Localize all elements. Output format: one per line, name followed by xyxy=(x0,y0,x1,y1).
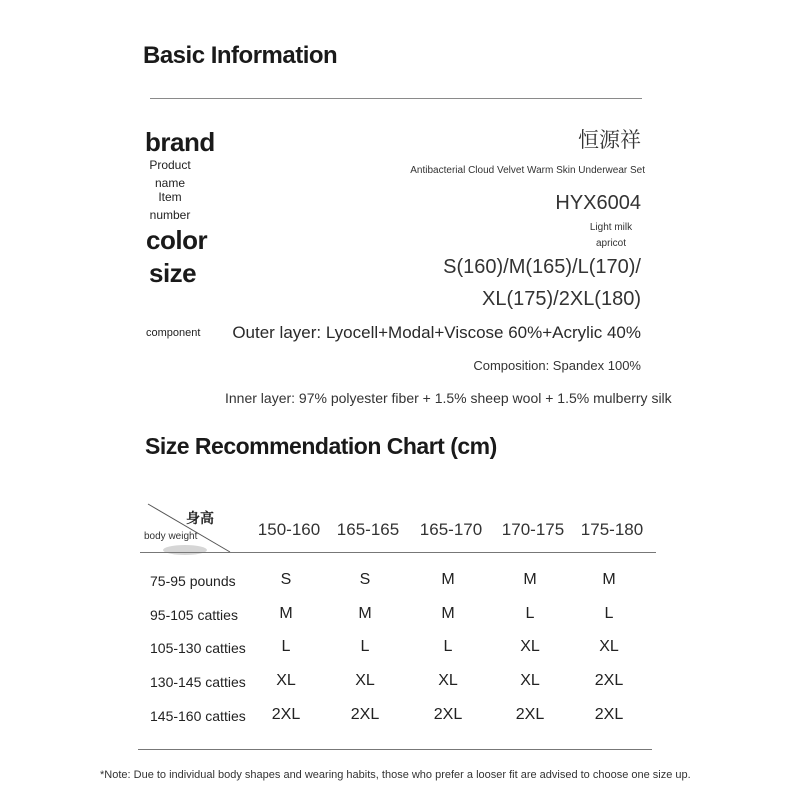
row-weight-label: 75-95 pounds xyxy=(150,573,236,589)
size-chart-title: Size Recommendation Chart (cm) xyxy=(145,433,497,459)
table-cell: 2XL xyxy=(433,706,463,723)
table-cell: L xyxy=(604,605,614,622)
table-cell: XL xyxy=(276,672,296,689)
table-header-divider xyxy=(140,552,656,553)
size-value-line1: S(160)/M(165)/L(170)/ xyxy=(443,256,641,278)
table-cell: M xyxy=(441,571,455,588)
component-inner-layer: Inner layer: 97% polyester fiber + 1.5% sheep wool + 1.5% mulberry silk xyxy=(225,390,672,406)
table-cell: 2XL xyxy=(350,706,380,723)
table-cell: M xyxy=(602,571,616,588)
table-cell: L xyxy=(525,605,535,622)
table-cell: M xyxy=(441,605,455,622)
table-cell: L xyxy=(281,638,291,655)
table-cell: M xyxy=(358,605,372,622)
component-outer-layer: Outer layer: Lyocell+Modal+Viscose 60%+Acrylic 40% xyxy=(232,323,641,342)
table-cell: XL xyxy=(520,638,540,655)
component-label: component xyxy=(146,327,201,339)
size-chart-note: *Note: Due to individual body shapes and wearing habits, those who prefer a looser fit are advised to choose one size up. xyxy=(100,769,691,781)
row-weight-label: 130-145 catties xyxy=(150,674,246,690)
row-weight-label: 145-160 catties xyxy=(150,708,246,724)
column-header: 150-160 xyxy=(257,520,321,539)
table-cell: 2XL xyxy=(594,672,624,689)
column-header: 165-170 xyxy=(419,520,483,539)
corner-height-label: 身高 xyxy=(186,510,214,526)
table-corner-cell xyxy=(140,500,235,556)
item-number-label: Item number xyxy=(149,190,191,222)
table-cell: S xyxy=(359,571,371,588)
table-cell: L xyxy=(360,638,370,655)
basic-info-divider xyxy=(150,98,642,99)
product-name-label: Product name xyxy=(149,158,191,190)
color-value: Light milk apricot xyxy=(589,222,633,249)
column-header: 175-180 xyxy=(580,520,644,539)
row-weight-label: 105-130 catties xyxy=(150,640,246,656)
table-cell: M xyxy=(279,605,293,622)
table-bottom-divider xyxy=(138,749,652,750)
row-weight-label: 95-105 catties xyxy=(150,607,238,623)
size-label: size xyxy=(149,258,197,288)
table-cell: XL xyxy=(599,638,619,655)
column-header: 165-165 xyxy=(336,520,400,539)
color-label: color xyxy=(146,225,208,255)
table-cell: XL xyxy=(438,672,458,689)
brand-label: brand xyxy=(145,127,215,157)
table-cell: L xyxy=(443,638,453,655)
basic-info-title: Basic Information xyxy=(143,42,338,69)
table-cell: M xyxy=(523,571,537,588)
table-cell: 2XL xyxy=(515,706,545,723)
table-cell: S xyxy=(280,571,292,588)
item-number-value: HYX6004 xyxy=(555,192,641,214)
product-name-value: Antibacterial Cloud Velvet Warm Skin Underwear Set xyxy=(410,165,645,176)
table-cell: 2XL xyxy=(594,706,624,723)
corner-weight-label: body weight xyxy=(144,531,198,542)
table-cell: XL xyxy=(355,672,375,689)
column-header: 170-175 xyxy=(501,520,565,539)
brand-value: 恒源祥 xyxy=(578,129,641,152)
size-value-line2: XL(175)/2XL(180) xyxy=(482,288,641,310)
table-cell: XL xyxy=(520,672,540,689)
table-cell: 2XL xyxy=(271,706,301,723)
component-composition: Composition: Spandex 100% xyxy=(473,358,641,373)
